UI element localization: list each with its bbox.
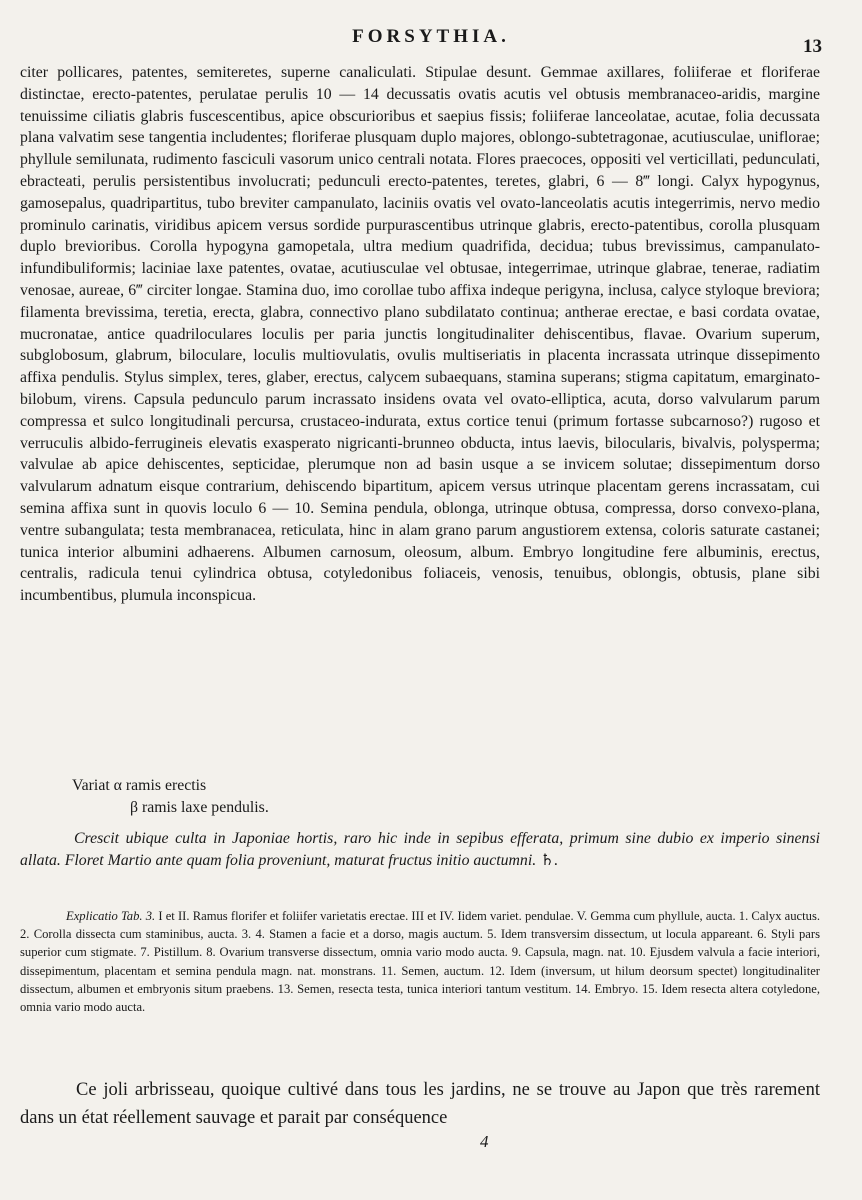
- variety-beta: β ramis laxe pendulis.: [130, 799, 269, 816]
- plate-explanation: [20, 907, 820, 1016]
- page-number: 13: [803, 36, 822, 57]
- plate-explanation-label: Explicatio Tab. 3.: [66, 909, 156, 923]
- french-paragraph: Ce joli arbrisseau, quoique cultivé dans tous les jardins, ne se trouve au Japon que très rarement dans un état réellement sauvage et parait par conséquence: [20, 1080, 820, 1128]
- habitat-paragraph: Crescit ubique culta in Japoniae hortis, raro hic inde in sepibus efferata, primum sine dubio ex imperio sinensi allata. Floret Martio ante quam folia proveniunt, maturat fructus initio auctumni. ♄.: [20, 830, 820, 869]
- description-paragraph: citer pollicares, patentes, semiteretes, superne canaliculati. Stipulae desunt. Gemmae axillares, foliiferae et floriferae distinctae, erecto-patentes, perulatae perulis 10 — 14 decussatis ovatis acutis vel obtusis membranaceo-aridis, margine tenuissime ciliatis glabris fuscescentibus, apice obscurioribus et saepius fissis; foliiferae lanceolatae, acutae, folia decussata plana valvatim sese tangentia includentes; floriferae plusquam duplo majores, oblongo-subtetragonae, acutiusculae, uniflorae; phyllule semilunata, rudimento fasciculi vasorum unico centrali notata. Flores praecoces, oppositi vel verticillati, pedunculati, ebracteati, perulis persistentibus involucrati; pedunculi erecto-patentes, teretes, glabri, 6 — 8‴ longi. Calyx hypogynus, gamosepalus, quadripartitus, tubo breviter campanulato, laciniis ovatis vel ovato-lanceolatis acutis integerrimis, nervo medio prominulo carinatis, viridibus apicem versus sordide purpurascentibus utrinque glabris, erecto-patentibus, corolla plusquam duplo brevioribus. Corolla hypogyna gamopetala, ultra medium quadrifida, decidua; tubus brevissimus, campanulato-infundibuliformis; laciniae laxe patentes, ovatae, acutiusculae vel obtusae, integerrimae, utrinque glabrae, tenerae, radiatim venosae, aureae, 6‴ circiter longae. Stamina duo, imo corollae tubo affixa indeque perigyna, inclusa, calyce styloque breviora; filamenta brevissima, teretia, erecta, glabra, connectivo plano subdilatato continua; antherae erectae, e basi cordata ovatae, mucronatae, antice quadriloculares loculis per paria junctis longitudinaliter dehiscentibus, flavae. Ovarium superum, subglobosum, glabrum, biloculare, loculis multiovulatis, ovulis multiseriatis in placenta incrassata utrinque dissepimento affixa pendulis. Stylus simplex, teres, glaber, erectus, calycem subaequans, stamina superans; stigma capitatum, emarginato-bilobum, virens. Capsula pedunculo parum incrassato insidens ovata vel ovato-elliptica, acuta, dorso valvularum parum compressa et sulco longitudinali percursa, crustaceo-indurata, extus cortice tenui (primum fortasse subcarnoso?) rugoso et verruculis albido-ferrugineis elevatis exasperato nigricanti-brunneo obducta, intus laevis, bilocularis, bivalvis, polysperma; valvulae ab apice dehiscentes, septicidae, plerumque non ad basin usque a se invicem solutae; dissepimentum dorso valvularum adnatum eisque contrarium, dehiscendo bipartitum, apicem versus utrinque placentam gerens incrassatam, cui semina affixa sunt in quovis loculo 6 — 10. Semina pendula, oblonga, utrinque obtusa, compressa, dorso convexo-plana, ventre subangulata; testa membranacea, reticulata, hinc in alam grano parum angustiorem extensa, coloris saturate castanei; tunica interior albumini adhaerens. Albumen carnosum, oleosum, album. Embryo longitudine fere albuminis, erectus, centralis, radicula tenui cylindrica obtusa, cotyledonibus foliaceis, venosis, tenuibus, oblongis, obtusis, plane sibi incumbentibus, plumula inconspicua.: [20, 64, 820, 605]
- description-body: [20, 62, 820, 607]
- running-title: FORSYTHIA.: [352, 26, 510, 47]
- signature-mark: 4: [480, 1132, 489, 1151]
- variety-alpha: Variat α ramis erectis: [72, 777, 207, 794]
- plate-explanation-text: I et II. Ramus florifer et foliifer varietatis erectae. III et IV. Iidem variet. pendulae. V. Gemma cum phyllule, aucta. 1. Calyx auctus. 2. Corolla dissecta cum staminibus, aucta. 3. 4. Stamen a facie et a dorso, magis auctum. 5. Idem transversim dissectum, ut locula appareant. 6. Styli pars superior cum stigmate. 7. Pistillum. 8. Ovarium transverse dissectum, omnia vario modo aucta. 9. Capsula, magn. nat. 10. Ejusdem valvula a facie interiori, dissepimentum, placentam et semina pendula magn. nat. monstrans. 11. Semen, auctum. 12. Idem (inversum, ut hilum deorsum spectet) longitudinaliter dissectum, albumen et embryonis situm praebens. 13. Semen, resecta testa, tunica interiori tantum vestitum. 14. Embryo. 15. Idem resecta altera cotyledone, omnia vario modo aucta.: [20, 909, 820, 1015]
- varieties-block: [72, 775, 269, 819]
